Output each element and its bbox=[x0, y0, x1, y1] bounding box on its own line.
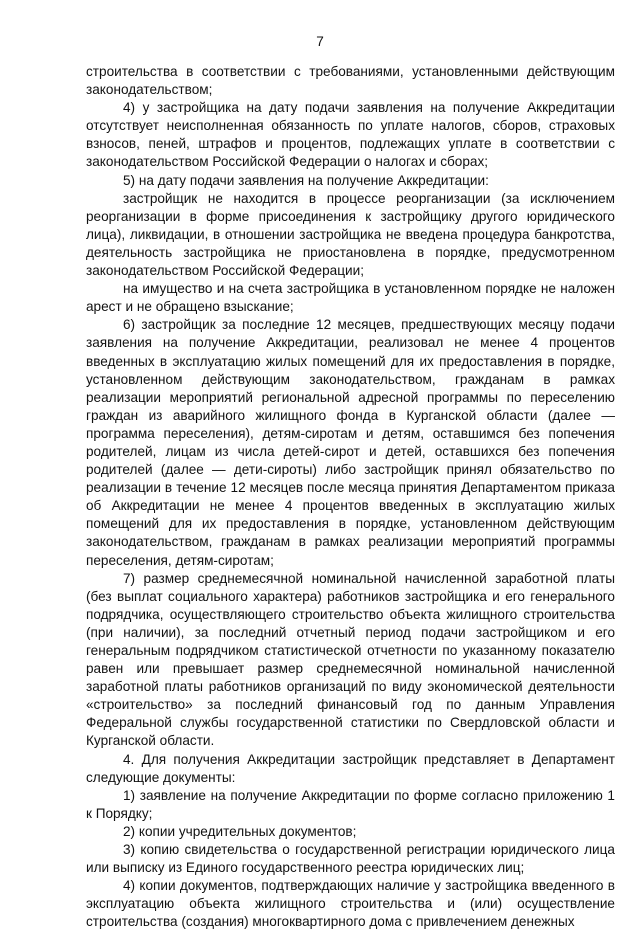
paragraph-item-4: 4) у застройщика на дату подачи заявления на получение Аккредитации отсутствует неисполненная обязанность по уплате налогов, сборов, страховых взносов, пеней, штрафов и процентов, подлежащих уплате в соответствии с законодательством Российской Федерации о налогах и сборах; bbox=[86, 100, 615, 170]
paragraph-doc-1: 1) заявление на получение Аккредитации по форме согласно приложению 1 к Порядку; bbox=[86, 787, 615, 821]
page-number: 7 bbox=[316, 34, 324, 49]
paragraph-continuation: строительства в соответствии с требованиями, установленными действующим законодательством; bbox=[86, 64, 615, 98]
paragraph-doc-2: 2) копии учредительных документов; bbox=[123, 823, 357, 839]
paragraph-item-5-arrest: на имущество и на счета застройщика в установленном порядке не наложен арест и не обращено взыскание; bbox=[86, 281, 615, 315]
paragraph-doc-3: 3) копию свидетельства о государственной регистрации юридического лица или выписку из Единого государственного реестра юридических лиц; bbox=[86, 842, 615, 876]
paragraph-doc-4: 4) копии документов, подтверждающих наличие у застройщика введенного в эксплуатацию объекта жилищного строительства и (или) осуществление строительства (создания) многоквартирного дома с привлечением денежных bbox=[86, 878, 615, 930]
document-body bbox=[86, 63, 615, 932]
paragraph-item-6: 6) застройщик за последние 12 месяцев, предшествующих месяцу подачи заявления на получение Аккредитации, реализовал не менее 4 процентов введенных в эксплуатацию жилых помещений для их предоставления в порядке, установленном действующим законодательством, гражданам в рамках реализации мероприятий региональной адресной программы по переселению граждан из аварийного жилищного фонда в Курганской области (далее — программа переселения), детям-сиротам и детям, оставшимся без попечения родителей, лицам из числа детей-сирот и детей, оставшихся без попечения родителей (далее — дети-сироты) либо застройщик принял обязательство по реализации в течение 12 месяцев после месяца принятия Департаментом приказа об Аккредитации не менее 4 процентов введенных в эксплуатацию жилых помещений для их предоставления в порядке, установленном действующим законодательством, гражданам в рамках реализации мероприятий программы переселения, детям-сиротам; bbox=[86, 317, 615, 568]
paragraph-item-5-reorganization: застройщик не находится в процессе реорганизации (за исключением реорганизации в форме присоединения к застройщику другого юридического лица), ликвидации, в отношении застройщика не введена процедура банкротства, деятельность застройщика не приостановлена в порядке, предусмотренном законодательством Российской Федерации; bbox=[86, 190, 615, 279]
paragraph-item-7: 7) размер среднемесячной номинальной начисленной заработной платы (без выплат социального характера) работников застройщика и его генерального подрядчика, осуществляющего строительство объекта жилищного строительства (при наличии), за последний отчетный период подачи застройщиком и его генеральным подрядчиком статистической отчетности по указанному показателю равен или превышает размер среднемесячной номинальной начисленной заработной платы работников организаций по виду экономической деятельности «строительство» за последний финансовый год по данным Управления Федеральной службы государственной статистики по Свердловской области и Курганской области. bbox=[86, 570, 615, 749]
paragraph-item-5: 5) на дату подачи заявления на получение Аккредитации: bbox=[123, 172, 489, 188]
paragraph-section-4: 4. Для получения Аккредитации застройщик представляет в Департамент следующие документы: bbox=[86, 751, 615, 785]
